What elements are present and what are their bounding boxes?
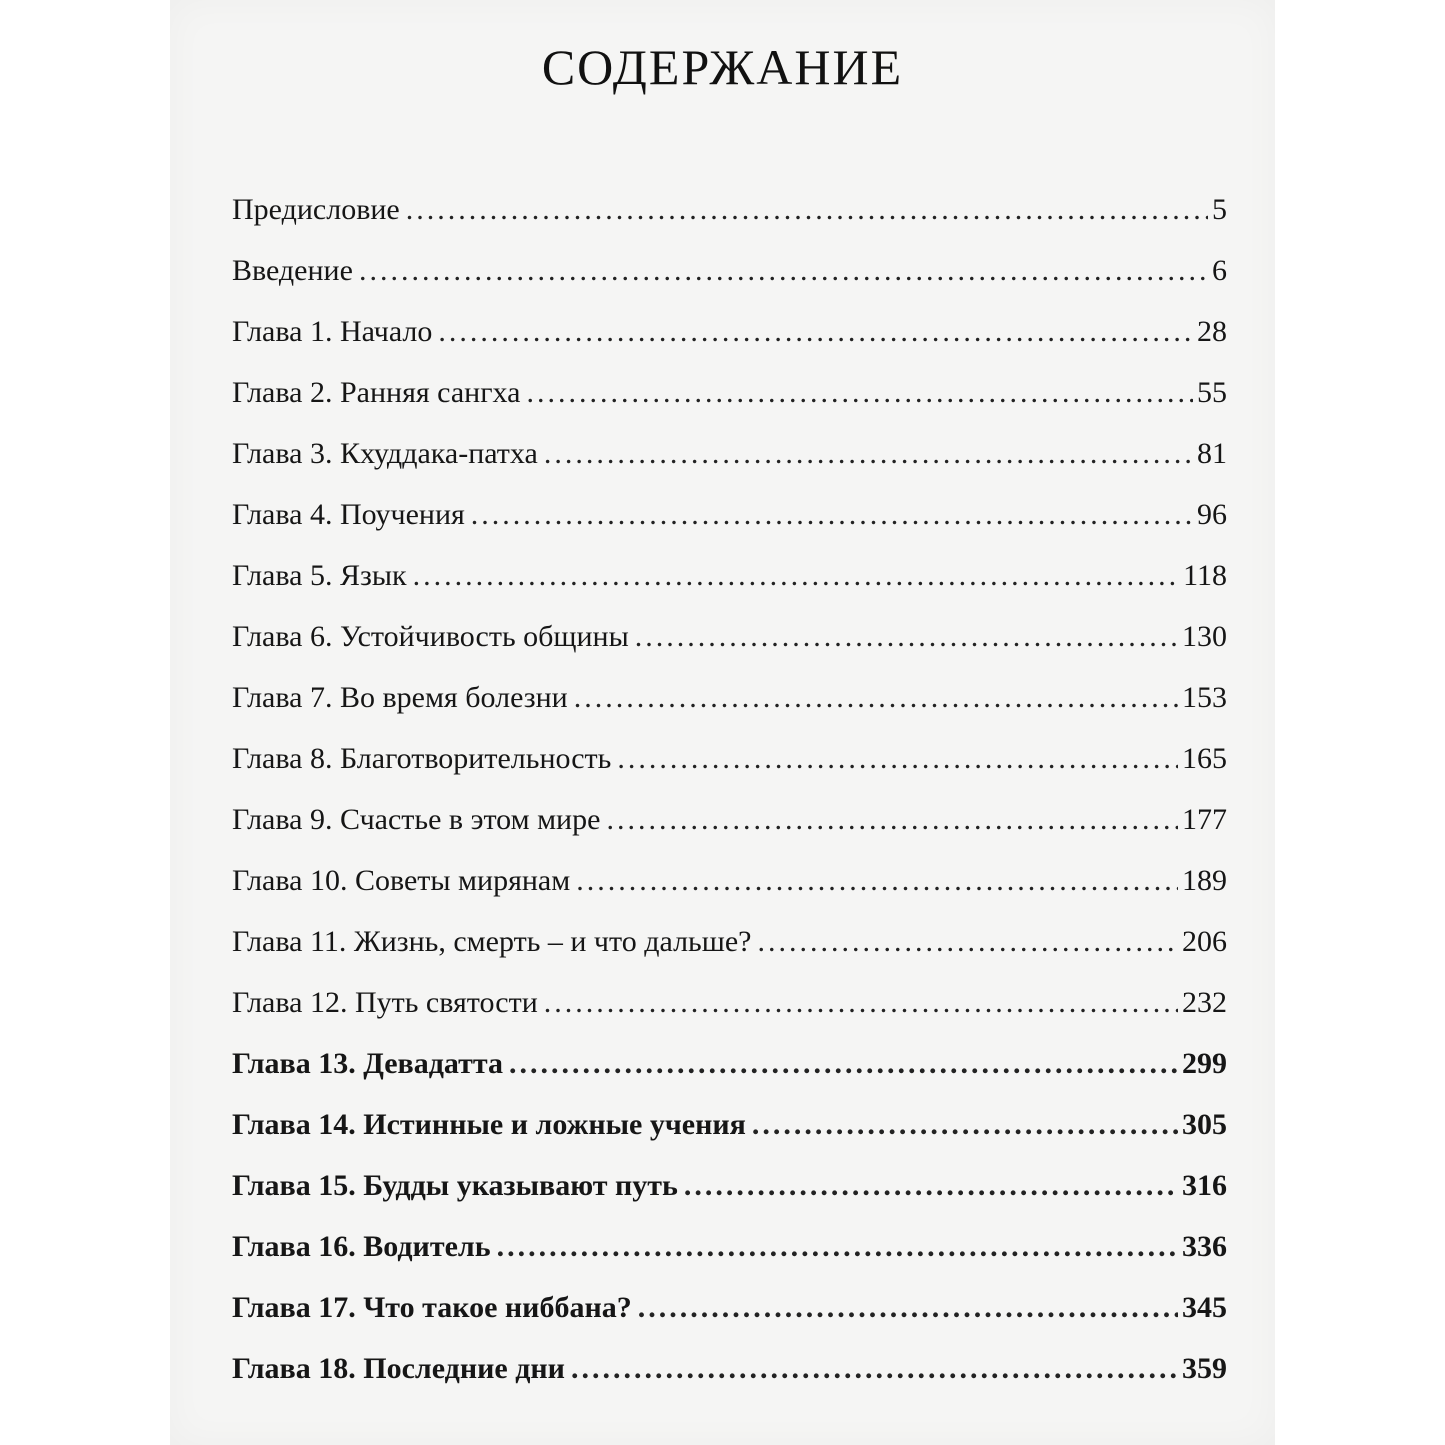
toc-entry-label: Глава 1. Начало (232, 315, 433, 348)
toc-entry-page: 130 (1182, 620, 1227, 653)
toc-entry-label: Глава 4. Поучения (232, 498, 465, 531)
toc-entry-page: 153 (1182, 681, 1227, 714)
dot-leader (576, 864, 1178, 898)
dot-leader (471, 498, 1193, 532)
toc-entry (232, 986, 1227, 1047)
toc-entry-label: Глава 10. Советы мирянам (232, 864, 571, 897)
toc-entry-label: Предисловие (232, 193, 400, 226)
toc-entry-page: 189 (1182, 864, 1227, 897)
toc-entry-label: Глава 13. Девадатта (232, 1047, 503, 1080)
dot-leader (413, 559, 1180, 593)
toc-entry (232, 437, 1227, 498)
toc-entry (232, 864, 1227, 925)
dot-leader (617, 742, 1178, 776)
toc-entry-page: 316 (1182, 1169, 1227, 1202)
toc-entry-page: 345 (1182, 1291, 1227, 1324)
dot-leader (526, 376, 1193, 410)
toc-entry (232, 803, 1227, 864)
toc-entry (232, 1230, 1227, 1291)
toc-entry-label: Глава 17. Что такое ниббана? (232, 1291, 632, 1324)
toc-entry (232, 925, 1227, 986)
toc-entry (232, 1108, 1227, 1169)
dot-leader (544, 437, 1193, 471)
toc-entry (232, 559, 1227, 620)
toc-entry-label: Глава 11. Жизнь, смерть – и что дальше? (232, 925, 752, 958)
toc-entry-label: Глава 14. Истинные и ложные учения (232, 1108, 746, 1141)
toc-entry-page: 177 (1182, 803, 1227, 836)
toc-entry-page: 165 (1182, 742, 1227, 775)
toc-entry-label: Глава 8. Благотворительность (232, 742, 612, 775)
toc-entry-label: Глава 9. Счастье в этом мире (232, 803, 601, 836)
toc-entry-label: Глава 15. Будды указывают путь (232, 1169, 678, 1202)
toc-entry-page: 96 (1197, 498, 1227, 531)
toc-entry (232, 376, 1227, 437)
toc-entry-page: 6 (1212, 254, 1227, 287)
toc-entry (232, 742, 1227, 803)
toc-entry-label: Глава 6. Устойчивость общины (232, 620, 629, 653)
toc-entry-label: Глава 2. Ранняя сангха (232, 376, 521, 409)
toc-entry-page: 81 (1197, 437, 1227, 470)
toc-entry-page: 5 (1212, 193, 1227, 226)
dot-leader (544, 986, 1178, 1020)
toc-entry-label: Глава 18. Последние дни (232, 1352, 565, 1385)
dot-leader (359, 254, 1208, 288)
dot-leader (406, 193, 1208, 227)
toc-entry-label: Введение (232, 254, 353, 287)
toc-entry-label: Глава 3. Кхуддака-патха (232, 437, 538, 470)
table-of-contents (232, 193, 1227, 1413)
dot-leader (635, 620, 1178, 654)
dot-leader (638, 1291, 1178, 1325)
dot-leader (574, 681, 1178, 715)
toc-entry-label: Глава 12. Путь святости (232, 986, 538, 1019)
toc-entry (232, 1169, 1227, 1230)
page-title: СОДЕРЖАНИЕ (541, 39, 904, 95)
toc-entry-label: Глава 5. Язык (232, 559, 407, 592)
toc-entry-page: 55 (1197, 376, 1227, 409)
dot-leader (438, 315, 1193, 349)
toc-entry (232, 681, 1227, 742)
toc-entry-label: Глава 7. Во время болезни (232, 681, 568, 714)
toc-entry-page: 299 (1182, 1047, 1227, 1080)
toc-entry (232, 193, 1227, 254)
dot-leader (571, 1352, 1178, 1386)
dot-leader (497, 1230, 1178, 1264)
toc-entry-label: Глава 16. Водитель (232, 1230, 491, 1263)
toc-entry (232, 498, 1227, 559)
toc-entry-page: 206 (1182, 925, 1227, 958)
toc-entry (232, 1352, 1227, 1413)
toc-entry (232, 315, 1227, 376)
dot-leader (752, 1108, 1178, 1142)
toc-entry-page: 118 (1183, 559, 1227, 592)
toc-entry (232, 254, 1227, 315)
toc-entry (232, 1291, 1227, 1352)
dot-leader (684, 1169, 1178, 1203)
dot-leader (509, 1047, 1178, 1081)
toc-entry-page: 359 (1182, 1352, 1227, 1385)
toc-entry-page: 305 (1182, 1108, 1227, 1141)
dot-leader (606, 803, 1178, 837)
toc-entry (232, 1047, 1227, 1108)
dot-leader (757, 925, 1178, 959)
toc-entry-page: 336 (1182, 1230, 1227, 1263)
toc-entry (232, 620, 1227, 681)
toc-entry-page: 28 (1197, 315, 1227, 348)
toc-entry-page: 232 (1182, 986, 1227, 1019)
